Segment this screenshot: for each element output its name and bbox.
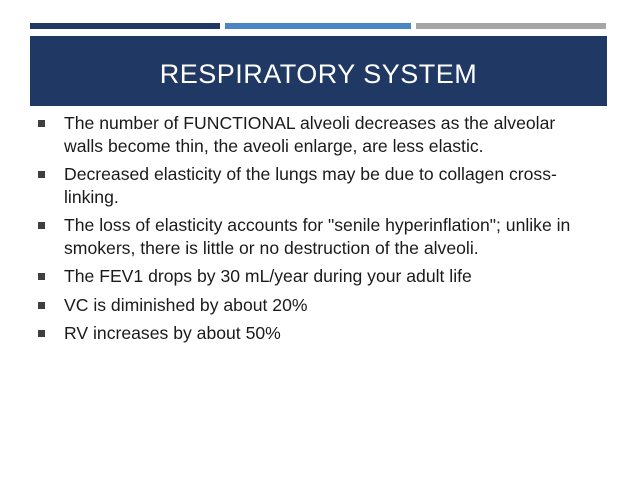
bullet-item — [34, 163, 594, 208]
bullet-text: RV increases by about 50% — [64, 323, 281, 343]
accent-bar-gray — [416, 23, 606, 29]
bullet-item — [34, 322, 594, 345]
bullet-text: The loss of elasticity accounts for "senile hyperinflation"; unlike in smokers, there is little or no destruction of the alveoli. — [64, 215, 571, 258]
square-bullet-icon — [38, 330, 45, 337]
square-bullet-icon — [38, 302, 45, 309]
bullet-text: The number of FUNCTIONAL alveoli decreases as the alveolar walls become thin, the aveoli enlarge, are less elastic. — [64, 113, 556, 156]
slide-title: RESPIRATORY SYSTEM — [159, 58, 478, 89]
title-band — [30, 36, 607, 106]
bullet-text: Decreased elasticity of the lungs may be due to collagen cross-linking. — [64, 164, 557, 207]
bullet-item — [34, 112, 594, 157]
accent-bar-dark-blue — [30, 23, 220, 29]
accent-bar-light-blue — [225, 23, 411, 29]
bullet-item — [34, 265, 594, 288]
bullet-item — [34, 214, 594, 259]
bullet-list — [34, 112, 594, 351]
square-bullet-icon — [38, 171, 45, 178]
bullet-text: VC is diminished by about 20% — [64, 294, 308, 315]
square-bullet-icon — [38, 273, 45, 280]
square-bullet-icon — [38, 222, 45, 229]
bullet-item — [34, 294, 594, 317]
square-bullet-icon — [38, 120, 45, 127]
bullet-text: The FEV1 drops by 30 mL/year during your adult life — [64, 266, 472, 286]
